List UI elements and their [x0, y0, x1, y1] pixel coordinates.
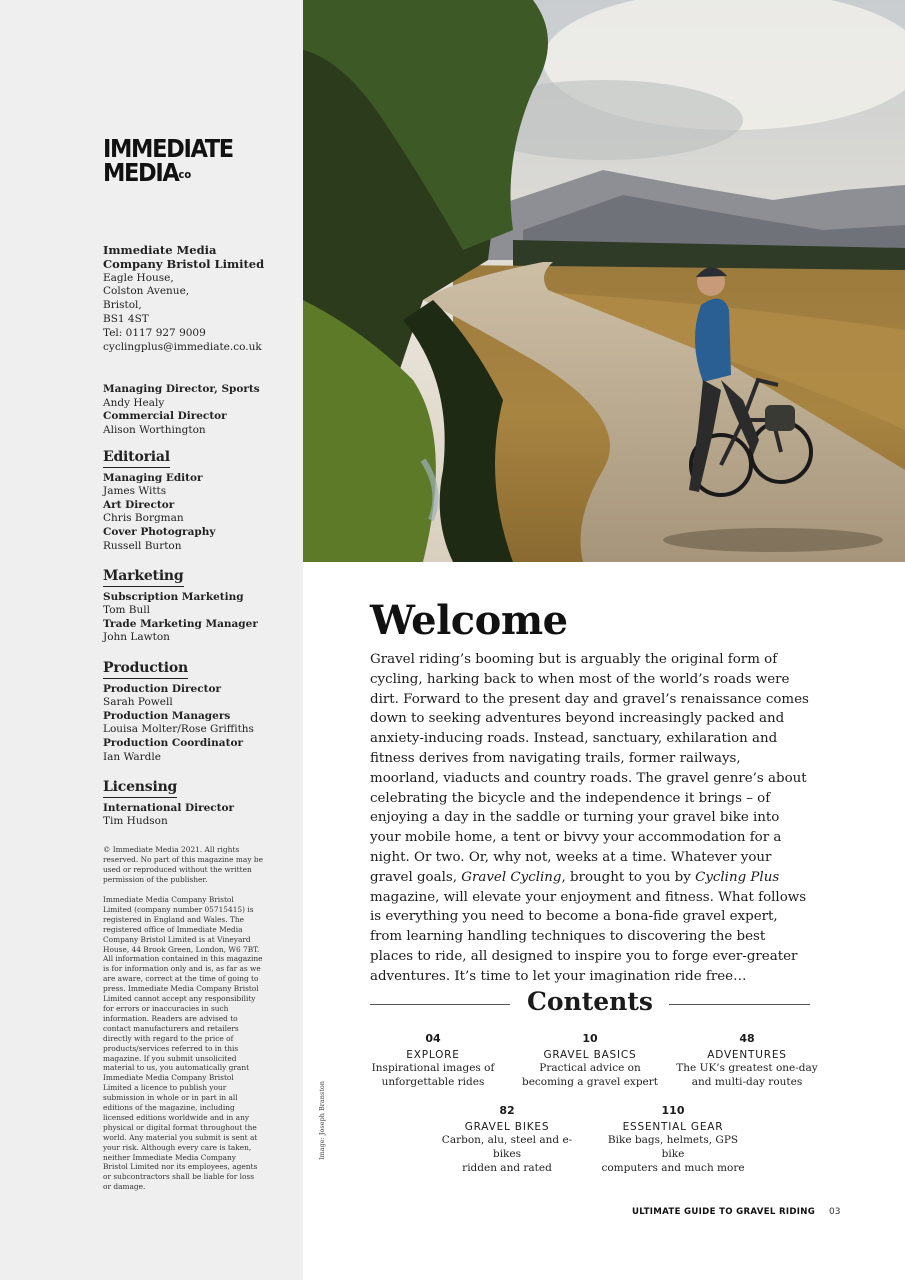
- footer-publication-title: ULTIMATE GUIDE TO GRAVEL RIDING: [632, 1207, 816, 1217]
- logo-line2: [103, 158, 233, 187]
- staff-name: James Witts: [103, 485, 167, 498]
- page-number: 03: [829, 1207, 841, 1217]
- staff-role: Production Coordinator: [103, 736, 243, 749]
- address-line: Bristol,: [103, 299, 142, 312]
- contents-item-desc: Inspirational images of: [371, 1062, 495, 1074]
- contents-item[interactable]: [432, 1104, 582, 1175]
- contents-item-desc: Practical advice on: [539, 1062, 641, 1074]
- staff-name: Tim Hudson: [103, 815, 168, 828]
- company-name-line2: Company Bristol Limited: [103, 256, 265, 271]
- contents-page-number: 110: [661, 1104, 685, 1117]
- staff-name: Ian Wardle: [103, 750, 161, 763]
- staff-role: Art Director: [103, 498, 175, 511]
- logo-line1: IMMEDIATE: [103, 134, 233, 163]
- staff-name: Sarah Powell: [103, 696, 173, 709]
- staff-role: Managing Editor: [103, 471, 203, 484]
- staff-role: Subscription Marketing: [103, 590, 244, 603]
- staff-name: Chris Borgman: [103, 512, 184, 525]
- staff-role: Cover Photography: [103, 525, 216, 538]
- magazine-title-gravel-cycling: Gravel Cycling: [461, 869, 562, 885]
- contents-item-title: EXPLORE: [406, 1049, 460, 1061]
- production-section: [103, 662, 254, 764]
- address-line: Eagle House,: [103, 271, 174, 284]
- contents-item-desc: unforgettable rides: [381, 1075, 485, 1088]
- address-postcode: BS1 4ST: [103, 312, 149, 325]
- contents-heading: Contents: [526, 987, 653, 1016]
- contents-item-desc: The UK’s greatest one-day: [676, 1062, 818, 1074]
- address-email: cyclingplus@immediate.co.uk: [103, 340, 262, 353]
- image-credit: Image: Joseph Branston: [318, 1081, 326, 1160]
- staff-role: Managing Director, Sports: [103, 383, 260, 395]
- magazine-title-cycling-plus: Cycling Plus: [695, 869, 780, 885]
- staff-role: International Director: [103, 801, 235, 814]
- welcome-body: [370, 650, 810, 987]
- contents-item-desc: and multi-day routes: [691, 1075, 803, 1088]
- publisher-address: [103, 244, 264, 354]
- welcome-text: magazine, will elevate your enjoyment and fitness. What follows is everything you need to become a bona-fide gravel expert, from learning handling techniques to discovering the best places to ride, all designed to inspire you to forge ever-greater adventures. It’s time to let your imagination ride free…: [370, 889, 807, 984]
- contents-page-number: 82: [499, 1104, 515, 1117]
- welcome-text: , brought to you by: [561, 869, 696, 885]
- section-heading: Licensing: [103, 781, 177, 798]
- staff-role: Production Director: [103, 682, 222, 695]
- sidebar: [0, 0, 303, 1280]
- logo-co: co: [178, 168, 192, 181]
- contents-page-number: 48: [739, 1032, 755, 1045]
- contents-item[interactable]: [672, 1032, 822, 1090]
- staff-name: Louisa Molter/Rose Griffiths: [103, 723, 254, 736]
- management-block: [103, 383, 260, 437]
- company-name-line1: Immediate Media: [103, 243, 217, 257]
- welcome-text: Gravel riding’s booming but is arguably the original form of cycling, harking back to when most of the world’s roads were dirt. Forward to the present day and gravel’s renaissance comes down to seeking adventures beyond increasingly packed and anxiety-inducing roads. Instead, sanctuary, exhilaration and fitness derives from navigating trails, former railways, moorland, viaducts and country roads. The gravel genre’s about celebrating the bicycle and the independence it brings – of enjoying a day in the saddle or turning your gravel bike into your mobile home, a tent or bivvy your accommodation for a night. Or two. Or, why not, weeks at a time. Whatever your gravel goals,: [370, 652, 809, 885]
- contents-item-title: GRAVEL BASICS: [543, 1049, 637, 1061]
- address-phone: Tel: 0117 927 9009: [103, 326, 206, 339]
- staff-name: Russell Burton: [103, 539, 182, 552]
- contents-page-number: 10: [582, 1032, 598, 1045]
- contents-item-desc: computers and much more: [601, 1161, 745, 1174]
- contents-item-desc: becoming a gravel expert: [521, 1075, 659, 1088]
- cyclist-gravel-road-image: [303, 0, 905, 562]
- section-heading: Marketing: [103, 570, 184, 587]
- marketing-section: [103, 570, 258, 645]
- section-heading: Editorial: [103, 451, 170, 468]
- copyright-notice: © Immediate Media 2021. All rights reserved. No part of this magazine may be used or reproduced without the written permission of the publisher.: [103, 845, 263, 884]
- licensing-section: [103, 781, 234, 829]
- contents-item[interactable]: [598, 1104, 748, 1175]
- contents-item-title: GRAVEL BIKES: [464, 1121, 550, 1133]
- editorial-section: [103, 451, 215, 553]
- contents-item-desc: ridden and rated: [462, 1161, 552, 1174]
- staff-name: Tom Bull: [103, 604, 150, 617]
- hero-photo: [303, 0, 905, 562]
- welcome-heading: Welcome: [370, 597, 568, 644]
- section-heading: Production: [103, 662, 188, 679]
- contents-item-title: ADVENTURES: [707, 1049, 787, 1061]
- staff-role: Production Managers: [103, 709, 231, 722]
- staff-name: John Lawton: [103, 631, 170, 644]
- contents-item[interactable]: [515, 1032, 665, 1090]
- address-line: Colston Avenue,: [103, 285, 190, 298]
- staff-name: Andy Healy: [103, 396, 165, 409]
- legal-notice: Immediate Media Company Bristol Limited (company number 05715415) is registered in England and Wales. The registered office of Immediate Media Company Bristol Limited is at Vineyard House, 44 Brook Green, London, W6 7BT. All information contained in this magazine is for information only and is, as far as we are aware, correct at the time of going to press. Immediate Media Company Bristol Limited cannot accept any responsibility for errors or inaccuracies in such information. Readers are advised to contact manufacturers and retailers directly with regard to the price of products/services referred to in this magazine. If you submit unsolicited material to us, you automatically grant Immediate Media Company Bristol Limited a licence to publish your submission in whole or in part in all editions of the magazine, including licensed editions worldwide and in any physical or digital format throughout the world. Any material you submit is sent at your risk. Although every care is taken, neither Immediate Media Company Bristol Limited nor its employees, agents or subcontractors shall be liable for loss or damage.: [103, 895, 263, 1192]
- staff-role: Commercial Director: [103, 410, 227, 423]
- contents-page-number: 04: [425, 1032, 441, 1045]
- contents-item-desc: Bike bags, helmets, GPS bike: [607, 1134, 739, 1160]
- logo-media: MEDIA: [103, 158, 179, 187]
- publisher-logo: [103, 134, 233, 187]
- contents-item-desc: Carbon, alu, steel and e-bikes: [441, 1134, 573, 1160]
- staff-name: Alison Worthington: [103, 423, 206, 436]
- contents-item-title: ESSENTIAL GEAR: [622, 1121, 724, 1133]
- staff-role: Trade Marketing Manager: [103, 617, 258, 630]
- contents-item[interactable]: [358, 1032, 508, 1090]
